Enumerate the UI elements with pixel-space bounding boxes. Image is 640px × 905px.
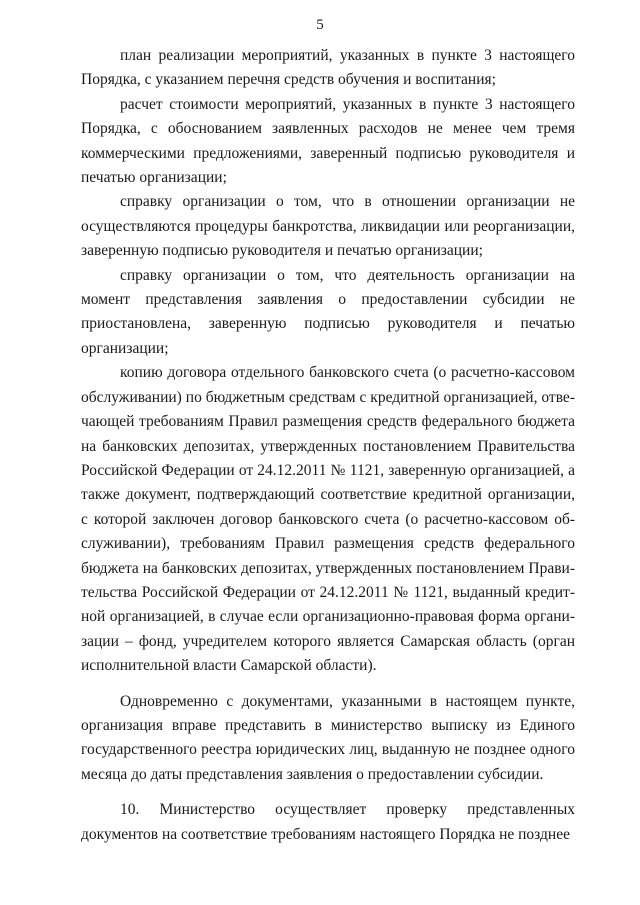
paragraph-cost-calculation: расчет стоимости мероприятий, указанных в пункте 3 настоящего Порядка, с обоснованием заявленных расходов не менее чем тремя коммерческими предложениями, заверенный подписью руководителя и печатью организации;	[81, 95, 575, 187]
page-number: 5	[316, 17, 324, 33]
document-body	[81, 44, 575, 847]
paragraph-activity-certificate: справку организации о том, что деятельность организации на момент представления заявления о предоставлении субсидии не приостановлена, заверенную подписью руководителя и печатью организации;	[81, 266, 575, 357]
paragraph-implementation-plan: план реализации мероприятий, указанных в пункте 3 настоящего Порядка, с указанием перечня средств обучения и воспитания;	[81, 47, 575, 89]
paragraph-bank-account-copy: копию договора отдельного банковского счета (о расчетно-кассовом обслуживании) по бюджетным средствам с кредитной организацией, отвечающей требованиям Правил размещения средств федерального бюджета на банковских депозитах, утвержденных постановлением Правительства Российской Федерации от 24.12.2011 № 1121, заверенную организацией, а также документ, подтверждающий соответствие кредитной организации, с которой заключен договор банковского счета (о расчетно-кассовом обслуживании), требованиям Правил размещения средств федерального бюджета на банковских депозитах, утвержденных постановлением Правительства Российской Федерации от 24.12.2011 № 1121, выданный кредитной организацией, в случае если организационно-правовая форма организации – фонд, учредителем которого является Самарская область (орган исполнительной власти Самарской области).	[81, 364, 575, 675]
paragraph-ministry-check: 10. Министерство осуществляет проверку представленных документов на соответствие требованиям настоящего Порядка не позднее	[81, 801, 575, 843]
paragraph-bankruptcy-certificate: справку организации о том, что в отношении организации не осуществляются процедуры банкротства, ликвидации или реорганизации, заверенную подписью руководителя и печатью организации;	[81, 193, 575, 260]
paragraph-registry-extract: Одновременно с документами, указанными в настоящем пункте, организация вправе представить в министерство выписку из Единого государственного реестра юридических лиц, выданную не позднее одного месяца до даты представления заявления о предоставлении субсидии.	[81, 692, 575, 783]
